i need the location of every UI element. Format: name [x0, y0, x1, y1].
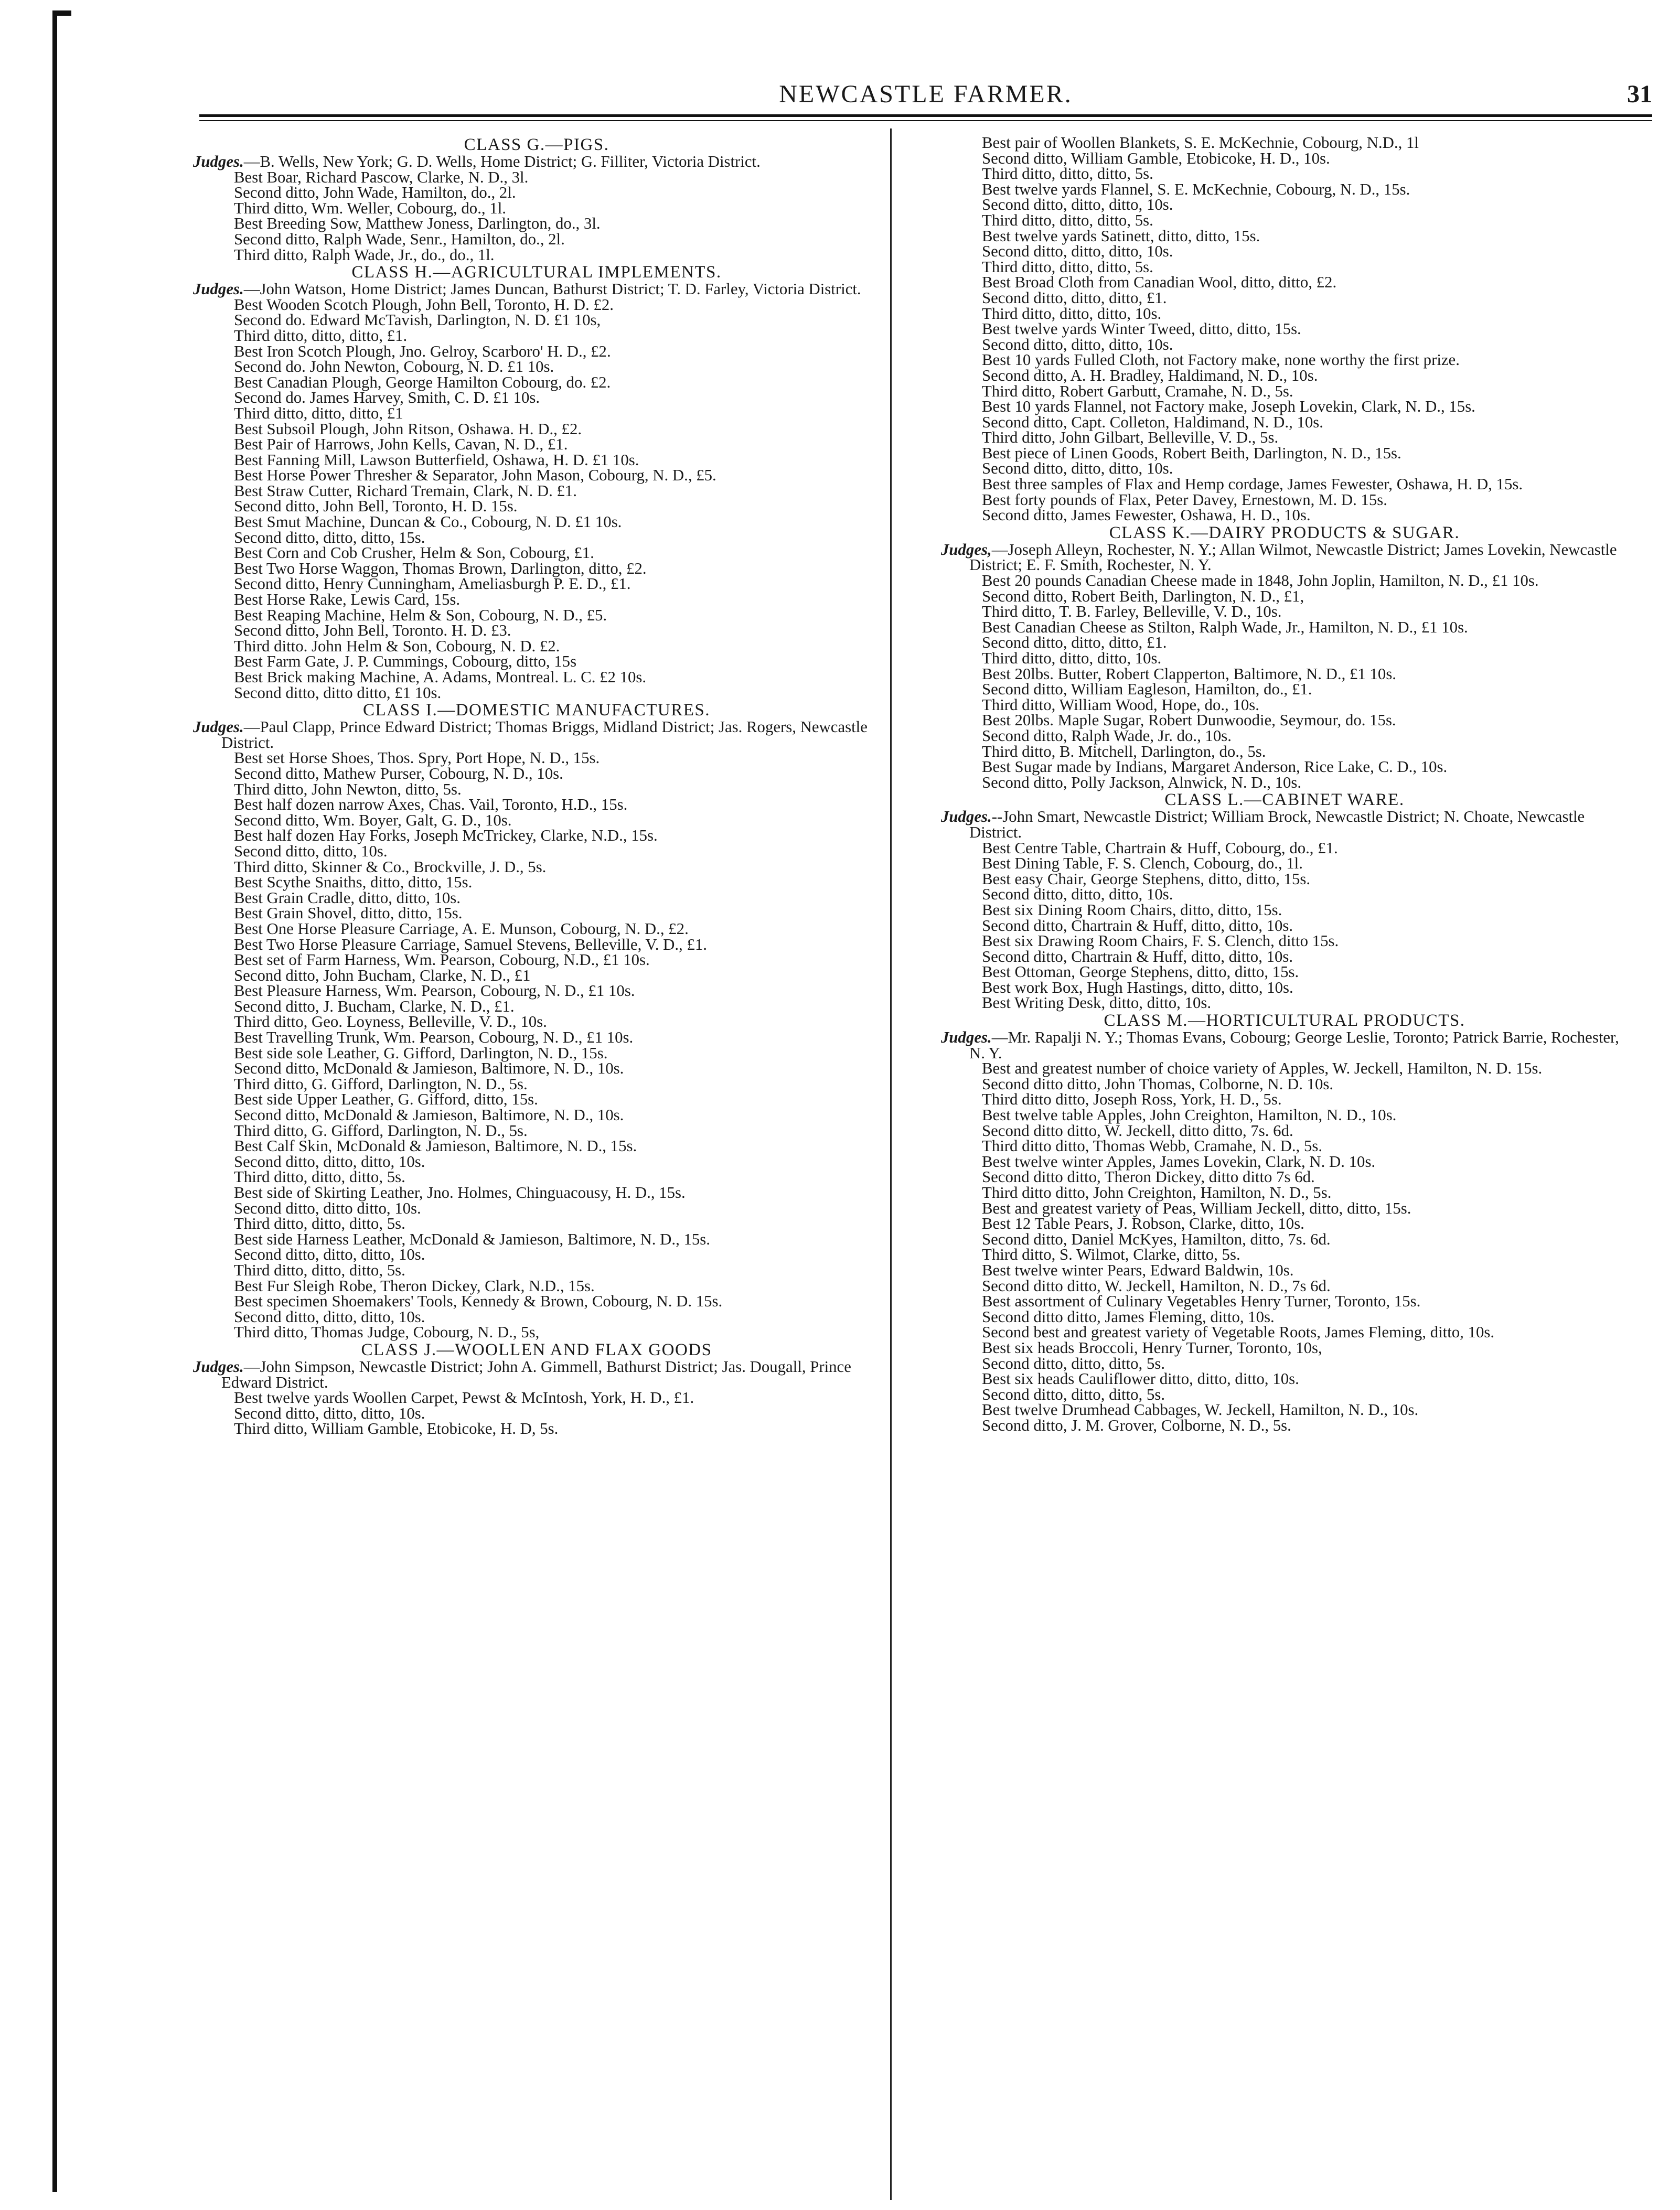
award-entry: Best 12 Table Pears, J. Robson, Clarke, ditto, 10s.: [982, 1215, 1304, 1233]
award-entry: Third ditto, ditto, ditto, 5s.: [234, 1261, 405, 1279]
award-entry: Best 10 yards Flannel, not Factory make, Joseph Lovekin, Clark, N. D., 15s.: [982, 398, 1475, 416]
award-entry: Best Writing Desk, ditto, ditto, 10s.: [982, 994, 1212, 1012]
award-entry: Second ditto, ditto, ditto, 5s.: [982, 1385, 1165, 1403]
header-rule-thick: [199, 114, 1652, 117]
award-entry: Second ditto ditto, James Fleming, ditto, 10s.: [982, 1307, 1275, 1326]
award-entry: Best 20 pounds Canadian Cheese made in 1848, John Joplin, Hamilton, N. D., £1 10s.: [982, 572, 1539, 590]
award-entry: Best and greatest number of choice variety of Apples, W. Jeckell, Hamilton, N. D. 15s.: [982, 1059, 1543, 1078]
header-rule-thin: [199, 120, 1652, 121]
award-entry: Best Wooden Scotch Plough, John Bell, Toronto, H. D. £2.: [234, 295, 614, 314]
award-entry: Second ditto, ditto, ditto, 10s.: [982, 459, 1173, 478]
award-entry: Best set Horse Shoes, Thos. Spry, Port Hope, N. D., 15s.: [234, 749, 600, 767]
award-entry: Second ditto, Mathew Purser, Cobourg, N. D., 10s.: [234, 764, 563, 782]
award-entry: Best twelve yards Flannel, S. E. McKechnie, Cobourg, N. D., 15s.: [982, 180, 1410, 198]
award-entry: Third ditto, T. B. Farley, Belleville, V. D., 10s.: [982, 603, 1282, 621]
award-entry: Second ditto, Daniel McKyes, Hamilton, ditto, 7s. 6d.: [982, 1230, 1331, 1248]
judges-label: Judges.: [941, 1028, 992, 1047]
judges-line: [193, 1359, 880, 1390]
award-entry: Second ditto, John Bucham, Clarke, N. D., £1: [234, 966, 531, 984]
award-entry: Second ditto, ditto, ditto, 10s.: [982, 885, 1173, 904]
award-entry: Best Two Horse Pleasure Carriage, Samuel Stevens, Belleville, V. D., £1.: [234, 935, 707, 953]
class-heading: CLASS J.—WOOLLEN AND FLAX GOODS: [361, 1340, 712, 1359]
award-entry: Second ditto, McDonald & Jamieson, Baltimore, N. D., 10s.: [234, 1106, 624, 1124]
award-entry: Best Brick making Machine, A. Adams, Montreal. L. C. £2 10s.: [234, 668, 647, 686]
award-entry: Second ditto ditto, John Thomas, Colborne, N. D. 10s.: [982, 1075, 1334, 1093]
award-entry: Best Pair of Harrows, John Kells, Cavan, N. D., £1.: [234, 435, 568, 454]
award-entry: Best Broad Cloth from Canadian Wool, ditto, ditto, £2.: [982, 273, 1337, 292]
award-entry: Third ditto, ditto, ditto, 5s.: [234, 1215, 405, 1233]
column-divider: [890, 128, 892, 2200]
award-entry: Best six Dining Room Chairs, ditto, ditto, 15s.: [982, 900, 1282, 919]
judges-line: [941, 1030, 1628, 1061]
award-entry: Third ditto, William Wood, Hope, do., 10s.: [982, 695, 1259, 714]
award-entry: Second ditto, ditto, ditto, £1.: [982, 288, 1167, 307]
award-entry: Best six heads Broccoli, Henry Turner, Toronto, 10s,: [982, 1338, 1322, 1357]
award-entry: Third ditto, William Gamble, Etobicoke, H. D, 5s.: [234, 1420, 559, 1438]
award-entry: Third ditto, Wm. Weller, Cobourg, do., 1l.: [234, 199, 506, 217]
award-entry: Second ditto, Chartrain & Huff, ditto, ditto, 10s.: [982, 916, 1293, 935]
award-entry: Second ditto, ditto, ditto, £1.: [982, 634, 1167, 652]
award-entry: Third ditto, John Newton, ditto, 5s.: [234, 780, 462, 798]
left-column: [193, 135, 880, 1437]
award-entry: Best side sole Leather, G. Gifford, Darlington, N. D., 15s.: [234, 1044, 608, 1062]
award-entry: Third ditto, ditto, ditto, £1.: [234, 326, 408, 345]
award-entry: Second ditto, ditto, ditto, 10s.: [234, 1152, 425, 1171]
award-entry: Best twelve winter Pears, Edward Baldwin, 10s.: [982, 1261, 1294, 1279]
award-entry: Best twelve yards Satinett, ditto, ditto, 15s.: [982, 227, 1260, 245]
award-entry: Best twelve winter Apples, James Lovekin, Clark, N. D. 10s.: [982, 1152, 1376, 1171]
award-entry: Best 10 yards Fulled Cloth, not Factory make, none worthy the first prize.: [982, 351, 1460, 369]
judges-label: Judges.: [941, 808, 992, 826]
award-entry: Best twelve table Apples, John Creighton, Hamilton, N. D., 10s.: [982, 1106, 1397, 1124]
award-entry: Best forty pounds of Flax, Peter Davey, Ernestown, M. D. 15s.: [982, 490, 1387, 509]
award-entry: Best Fur Sleigh Robe, Theron Dickey, Clark, N.D., 15s.: [234, 1276, 595, 1295]
award-entry: Third ditto ditto, Thomas Webb, Cramahe, N. D., 5s.: [982, 1137, 1323, 1155]
award-entry: Best half dozen narrow Axes, Chas. Vail, Toronto, H.D., 15s.: [234, 796, 628, 814]
award-entry: Third ditto, Skinner & Co., Brockville, J. D., 5s.: [234, 857, 547, 876]
award-entry: Third ditto, ditto, ditto, £1: [234, 404, 403, 422]
page-number: 31: [1627, 80, 1652, 108]
award-entry: Second ditto, Wm. Boyer, Galt, G. D., 10s.: [234, 811, 512, 829]
award-entry: Third ditto, S. Wilmot, Clarke, ditto, 5s.: [982, 1246, 1240, 1264]
award-entry: Second ditto, ditto, 10s.: [234, 842, 388, 860]
award-entry: Best Horse Rake, Lewis Card, 15s.: [234, 591, 461, 609]
award-entry: Second ditto, James Fewester, Oshawa, H. D., 10s.: [982, 506, 1311, 524]
award-entry: Third ditto, G. Gifford, Darlington, N. D., 5s.: [234, 1121, 528, 1140]
award-entry: Best Canadian Cheese as Stilton, Ralph Wade, Jr., Hamilton, N. D., £1 10s.: [982, 618, 1468, 636]
award-entry: Best set of Farm Harness, Wm. Pearson, Cobourg, N.D., £1 10s.: [234, 951, 650, 969]
award-entry: Second ditto, Capt. Colleton, Haldimand, N. D., 10s.: [982, 413, 1323, 431]
award-entry: Best twelve yards Woollen Carpet, Pewst & McIntosh, York, H. D., £1.: [234, 1389, 694, 1407]
award-entry: Best Scythe Snaiths, ditto, ditto, 15s.: [234, 873, 473, 892]
award-entry: Best Canadian Plough, George Hamilton Cobourg, do. £2.: [234, 373, 611, 391]
award-entry: Best Straw Cutter, Richard Tremain, Clark, N. D. £1.: [234, 481, 577, 500]
award-entry: Best Dining Table, F. S. Clench, Cobourg, do., 1l.: [982, 854, 1303, 873]
award-entry: Best easy Chair, George Stephens, ditto, ditto, 15s.: [982, 870, 1311, 888]
award-entry: Second ditto, ditto, ditto, 10s.: [234, 1246, 425, 1264]
award-entry: Third ditto, ditto, ditto, 10s.: [982, 649, 1162, 667]
award-entry: Second ditto, Robert Beith, Darlington, N. D., £1,: [982, 587, 1304, 605]
award-entry: Best 20lbs. Maple Sugar, Robert Dunwoodie, Seymour, do. 15s.: [982, 711, 1396, 729]
award-entry: Second ditto ditto, W. Jeckell, Hamilton, N. D., 7s 6d.: [982, 1276, 1331, 1295]
award-entry: Second ditto, ditto, ditto, 10s.: [982, 335, 1173, 353]
award-entry: Third ditto, ditto, ditto, 5s.: [982, 165, 1153, 183]
award-entry: Third ditto ditto, John Creighton, Hamilton, N. D., 5s.: [982, 1184, 1332, 1201]
award-entry: Best Ottoman, George Stephens, ditto, ditto, 15s.: [982, 963, 1299, 981]
award-entry: Third ditto, G. Gifford, Darlington, N. D., 5s.: [234, 1075, 528, 1093]
award-entry: Best six heads Cauliflower ditto, ditto, ditto, 10s.: [982, 1370, 1299, 1388]
award-entry: Best Pleasure Harness, Wm. Pearson, Cobourg, N. D., £1 10s.: [234, 982, 635, 1000]
award-entry: Third ditto, ditto, ditto, 5s.: [234, 1168, 405, 1186]
award-entry: Second ditto, John Wade, Hamilton, do., 2l.: [234, 184, 516, 202]
award-entry: Best Sugar made by Indians, Margaret Anderson, Rice Lake, C. D., 10s.: [982, 758, 1448, 776]
award-entry: Best assortment of Culinary Vegetables Henry Turner, Toronto, 15s.: [982, 1292, 1421, 1311]
award-entry: Best Centre Table, Chartrain & Huff, Cobourg, do., £1.: [982, 839, 1338, 857]
class-heading: CLASS M.—HORTICULTURAL PRODUCTS.: [1104, 1011, 1465, 1031]
award-entry: Second ditto, Ralph Wade, Senr., Hamilton, do., 2l.: [234, 230, 565, 248]
judges-line: [193, 282, 880, 297]
award-entry: Best three samples of Flax and Hemp cordage, James Fewester, Oshawa, H. D, 15s.: [982, 475, 1523, 494]
award-entry: Second do. Edward McTavish, Darlington, N. D. £1 10s,: [234, 311, 601, 329]
award-entry: Best Travelling Trunk, Wm. Pearson, Cobourg, N. D., £1 10s.: [234, 1028, 634, 1047]
class-heading: CLASS G.—PIGS.: [464, 135, 609, 154]
award-entry: Best Grain Cradle, ditto, ditto, 10s.: [234, 888, 461, 907]
award-entry: Best Grain Shovel, ditto, ditto, 15s.: [234, 904, 463, 922]
award-entry: Third ditto ditto, Joseph Ross, York, H. D., 5s.: [982, 1090, 1282, 1109]
award-entry: Best One Horse Pleasure Carriage, A. E. Munson, Cobourg, N. D., £2.: [234, 919, 689, 938]
judges-label: Judges.: [193, 718, 244, 736]
judges-names: --John Smart, Newcastle District; William Brock, Newcastle District; N. Choate, Newcastle District.: [969, 808, 1585, 841]
class-heading: CLASS H.—AGRICULTURAL IMPLEMENTS.: [351, 263, 722, 282]
award-entry: Best and greatest variety of Peas, William Jeckell, ditto, ditto, 15s.: [982, 1199, 1411, 1217]
binding-edge: [52, 10, 57, 2192]
judges-line: [941, 809, 1628, 840]
award-entry: Second ditto, McDonald & Jamieson, Baltimore, N. D., 10s.: [234, 1059, 624, 1078]
award-entry: Best Calf Skin, McDonald & Jamieson, Baltimore, N. D., 15s.: [234, 1137, 637, 1155]
judges-label: Judges,: [941, 540, 992, 559]
class-heading: CLASS K.—DAIRY PRODUCTS & SUGAR.: [1109, 523, 1460, 542]
award-entry: Second ditto, A. H. Bradley, Haldimand, N. D., 10s.: [982, 366, 1318, 384]
award-entry: Third ditto, Geo. Loyness, Belleville, V. D., 10s.: [234, 1013, 547, 1031]
class-heading: CLASS L.—CABINET WARE.: [1164, 790, 1405, 810]
judges-label: Judges.: [193, 153, 244, 170]
award-entry: Third ditto, Thomas Judge, Cobourg, N. D., 5s,: [234, 1323, 540, 1342]
award-entry: Best Fanning Mill, Lawson Butterfield, Oshawa, H. D. £1 10s.: [234, 450, 639, 469]
award-entry: Best pair of Woollen Blankets, S. E. McKechnie, Cobourg, N.D., 1l: [982, 134, 1419, 152]
award-entry: Third ditto, John Gilbart, Belleville, V. D., 5s.: [982, 428, 1279, 447]
award-entry: Second ditto, ditto, ditto, 10s.: [982, 242, 1173, 261]
award-entry: Second ditto, ditto, ditto, 10s.: [982, 196, 1173, 214]
award-entry: Second ditto, ditto ditto, 10s.: [234, 1199, 421, 1217]
judges-label: Judges.: [193, 1357, 244, 1376]
award-entry: Best Boar, Richard Pascow, Clarke, N. D., 3l.: [234, 168, 529, 186]
award-entry: Best side of Skirting Leather, Jno. Holmes, Chinguacousy, H. D., 15s.: [234, 1184, 686, 1201]
award-entry: Second ditto, J. Bucham, Clarke, N. D., £1.: [234, 997, 515, 1015]
judges-label: Judges.: [193, 280, 244, 298]
award-entry: Second ditto, ditto, ditto, 10s.: [234, 1404, 425, 1422]
class-heading: CLASS I.—DOMESTIC MANUFACTURES.: [363, 701, 710, 720]
award-entry: Best twelve yards Winter Tweed, ditto, ditto, 15s.: [982, 320, 1301, 338]
award-entry: Third ditto. John Helm & Son, Cobourg, N. D. £2.: [234, 637, 560, 655]
award-entry: Third ditto, Ralph Wade, Jr., do., do., 1l.: [234, 245, 495, 264]
judges-names: —John Watson, Home District; James Duncan, Bathurst District; T. D. Farley, Victoria District.: [243, 280, 861, 298]
judges-names: —John Simpson, Newcastle District; John A. Gimmell, Bathurst District; Jas. Dougall, Prince Edward District.: [221, 1357, 851, 1391]
award-entry: Best Reaping Machine, Helm & Son, Cobourg, N. D., £5.: [234, 606, 607, 624]
judges-names: —Paul Clapp, Prince Edward District; Thomas Briggs, Midland District; Jas. Rogers, Newcastle District.: [221, 718, 868, 752]
award-entry: Second do. James Harvey, Smith, C. D. £1 10s.: [234, 389, 540, 407]
award-entry: Best side Harness Leather, McDonald & Jamieson, Baltimore, N. D., 15s.: [234, 1230, 710, 1248]
award-entry: Second ditto, William Gamble, Etobicoke, H. D., 10s.: [982, 149, 1330, 167]
judges-line: [193, 154, 880, 170]
award-entry: Best piece of Linen Goods, Robert Beith, Darlington, N. D., 15s.: [982, 444, 1401, 462]
award-entry: Best side Upper Leather, G. Gifford, ditto, 15s.: [234, 1090, 538, 1109]
award-entry: Second ditto, Polly Jackson, Alnwick, N. D., 10s.: [982, 773, 1302, 791]
judges-names: —Joseph Alleyn, Rochester, N. Y.; Allan Wilmot, Newcastle District; James Lovekin, Newcastle District; E. F. Smith, Rochester, N. Y.: [969, 540, 1617, 574]
judges-line: [941, 542, 1628, 573]
award-entry: Third ditto, ditto, ditto, 5s.: [982, 258, 1153, 276]
running-title: NEWCASTLE FARMER.: [779, 80, 1073, 108]
award-entry: Second ditto ditto, W. Jeckell, ditto ditto, 7s. 6d.: [982, 1121, 1293, 1140]
judges-names: —B. Wells, New York; G. D. Wells, Home District; G. Filliter, Victoria District.: [243, 153, 761, 170]
award-entry: Best six Drawing Room Chairs, F. S. Clench, ditto 15s.: [982, 932, 1339, 950]
award-entry: Best work Box, Hugh Hastings, ditto, ditto, 10s.: [982, 978, 1293, 996]
award-entry: Second ditto, Henry Cunningham, Ameliasburgh P. E. D., £1.: [234, 575, 631, 593]
award-entry: Third ditto, ditto, ditto, 5s.: [982, 211, 1153, 229]
award-entry: Best 20lbs. Butter, Robert Clapperton, Baltimore, N. D., £1 10s.: [982, 664, 1396, 683]
award-entry: Second ditto, John Bell, Toronto. H. D. £3.: [234, 621, 511, 640]
right-column: [941, 135, 1628, 1434]
award-entry: Best Two Horse Waggon, Thomas Brown, Darlington, ditto, £2.: [234, 559, 647, 577]
award-entry: Best Farm Gate, J. P. Cummings, Cobourg, ditto, 15s: [234, 652, 577, 671]
award-entry: Best Iron Scotch Plough, Jno. Gelroy, Scarboro' H. D., £2.: [234, 342, 611, 360]
award-entry: Second ditto, J. M. Grover, Colborne, N. D., 5s.: [982, 1416, 1291, 1434]
award-entry: Best Horse Power Thresher & Separator, John Mason, Cobourg, N. D., £5.: [234, 466, 716, 485]
award-entry: Third ditto, Robert Garbutt, Cramahe, N. D., 5s.: [982, 382, 1293, 400]
award-entry: Second ditto, ditto, ditto, 5s.: [982, 1354, 1165, 1372]
award-entry: Third ditto, ditto, ditto, 10s.: [982, 304, 1162, 323]
award-entry: Best Corn and Cob Crusher, Helm & Son, Cobourg, £1.: [234, 544, 594, 562]
award-entry: Second best and greatest variety of Vegetable Roots, James Fleming, ditto, 10s.: [982, 1323, 1495, 1342]
award-entry: Second do. John Newton, Cobourg, N. D. £1 10s.: [234, 358, 554, 376]
award-entry: Best Subsoil Plough, John Ritson, Oshawa. H. D., £2.: [234, 420, 582, 438]
award-entry: Second ditto, ditto, ditto, 15s.: [234, 528, 425, 546]
award-entry: Second ditto, Chartrain & Huff, ditto, ditto, 10s.: [982, 947, 1293, 965]
award-entry: Second ditto, Ralph Wade, Jr. do., 10s.: [982, 726, 1232, 745]
award-entry: Second ditto, ditto ditto, £1 10s.: [234, 683, 442, 702]
award-entry: Best twelve Drumhead Cabbages, W. Jeckell, Hamilton, N. D., 10s.: [982, 1401, 1419, 1419]
award-entry: Second ditto ditto, Theron Dickey, ditto ditto 7s 6d.: [982, 1168, 1315, 1186]
award-entry: Second ditto, William Eagleson, Hamilton, do., £1.: [982, 680, 1312, 699]
judges-line: [193, 720, 880, 750]
award-entry: Best Breeding Sow, Matthew Joness, Darlington, do., 3l.: [234, 214, 601, 233]
award-entry: Third ditto, B. Mitchell, Darlington, do., 5s.: [982, 742, 1266, 760]
award-entry: Best half dozen Hay Forks, Joseph McTrickey, Clarke, N.D., 15s.: [234, 827, 658, 845]
judges-names: —Mr. Rapalji N. Y.; Thomas Evans, Cobourg; George Leslie, Toronto; Patrick Barrie, Rochester, N. Y.: [969, 1028, 1619, 1062]
award-entry: Second ditto, ditto, ditto, 10s.: [234, 1307, 425, 1326]
award-entry: Second ditto, John Bell, Toronto, H. D. 15s.: [234, 497, 518, 516]
award-entry: Best Smut Machine, Duncan & Co., Cobourg, N. D. £1 10s.: [234, 513, 622, 531]
award-entry: Best specimen Shoemakers' Tools, Kennedy & Brown, Cobourg, N. D. 15s.: [234, 1292, 723, 1311]
